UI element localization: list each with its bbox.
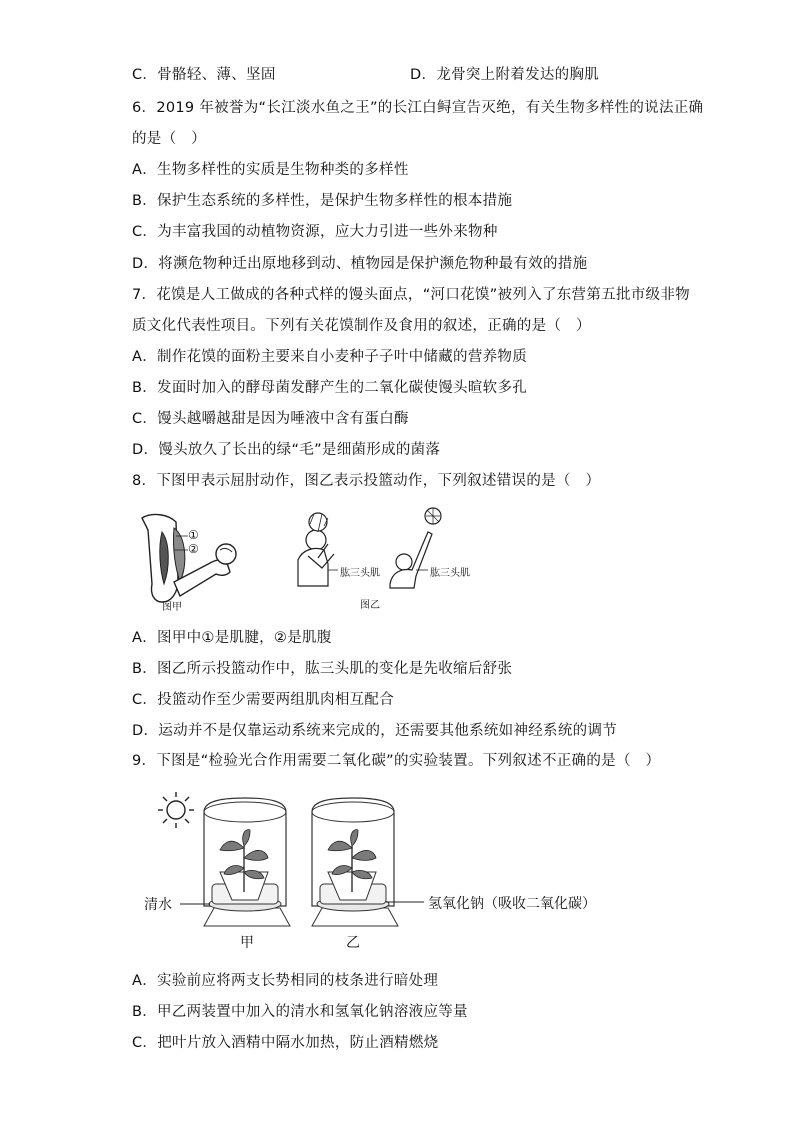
figure-yi	[288, 504, 488, 616]
label-naoh: 氢氧化钠（吸收二氧化碳）	[428, 896, 596, 912]
triceps-label-1: 肱三头肌	[340, 568, 380, 579]
arm-flexion-illustration	[134, 510, 244, 615]
q7-option-b: B．发面时加入的酵母菌发酵产生的二氧化碳使馒头暄软多孔	[132, 380, 528, 396]
q5-option-d: D．龙骨突上附着发达的胸肌	[410, 67, 600, 83]
q5-option-c: C．骨骼轻、薄、坚固	[132, 67, 276, 83]
q7-option-a: A．制作花馍的面粉主要来自小麦种子子叶中储藏的营养物质	[132, 349, 528, 365]
label-water: 清水	[144, 897, 172, 913]
basketball-shot-illustration	[288, 504, 488, 616]
q9-option-b: B．甲乙两装置中加入的清水和氢氧化钠溶液应等量	[132, 1004, 468, 1020]
apparatus-jia	[180, 798, 290, 926]
apparatus-yi	[312, 798, 424, 926]
figure-jia	[134, 510, 244, 615]
photosynthesis-apparatus-figure	[140, 788, 620, 950]
q6-option-d: D．将濒危物种迁出原地移到动、植物园是保护濒危物种最有效的措施	[132, 256, 588, 272]
q7-stem-line1: 7．花馍是人工做成的各种式样的馒头面点，“河口花馍”被列入了东营第五批市级非物	[132, 287, 690, 303]
q9-option-a: A．实验前应将两支长势相同的枝条进行暗处理	[132, 973, 439, 989]
q6-stem-line1: 6．2019 年被誉为“长江淡水鱼之王”的长江白鲟宣告灭绝，有关生物多样性的说法正确	[132, 100, 704, 116]
q7-stem-line2: 质文化代表性项目。下列有关花馍制作及食用的叙述，正确的是（ ）	[132, 318, 591, 334]
triceps-label-2: 肱三头肌	[430, 568, 470, 579]
fig-jia-caption: 图甲	[162, 602, 182, 613]
q8-stem: 8．下图甲表示屈肘动作，图乙表示投篮动作，下列叙述错误的是（ ）	[132, 473, 601, 489]
q8-option-b: B．图乙所示投篮动作中，肱三头肌的变化是先收缩后舒张	[132, 661, 513, 677]
fig-yi-caption: 图乙	[360, 600, 380, 611]
q9-option-c: C．把叶片放入酒精中隔水加热，防止酒精燃烧	[132, 1035, 439, 1051]
marker-1: ①	[188, 528, 199, 542]
marker-2: ②	[188, 542, 199, 556]
apparatus-illustration	[140, 788, 620, 950]
q8-option-a: A．图甲中①是肌腱，②是肌腹	[132, 630, 332, 646]
label-yi: 乙	[346, 935, 360, 951]
q8-option-d: D．运动并不是仅靠运动系统来完成的，还需要其他系统如神经系统的调节	[132, 723, 618, 739]
q6-option-b: B．保护生态系统的多样性，是保护生物多样性的根本措施	[132, 193, 513, 209]
q7-option-d: D．馒头放久了长出的绿“毛”是细菌形成的菌落	[132, 442, 441, 458]
q6-option-a: A．生物多样性的实质是生物种类的多样性	[132, 162, 409, 178]
q6-option-c: C．为丰富我国的动植物资源，应大力引进一些外来物种	[132, 224, 498, 240]
q8-option-c: C．投篮动作至少需要两组肌肉相互配合	[132, 692, 395, 708]
q6-stem-line2: 的是（ ）	[132, 131, 206, 147]
label-jia: 甲	[240, 935, 254, 951]
q9-stem: 9．下图是“检验光合作用需要二氧化碳”的实验装置。下列叙述不正确的是（ ）	[132, 753, 661, 769]
sun-icon	[158, 792, 194, 828]
q7-option-c: C．馒头越嚼越甜是因为唾液中含有蛋白酶	[132, 411, 409, 427]
